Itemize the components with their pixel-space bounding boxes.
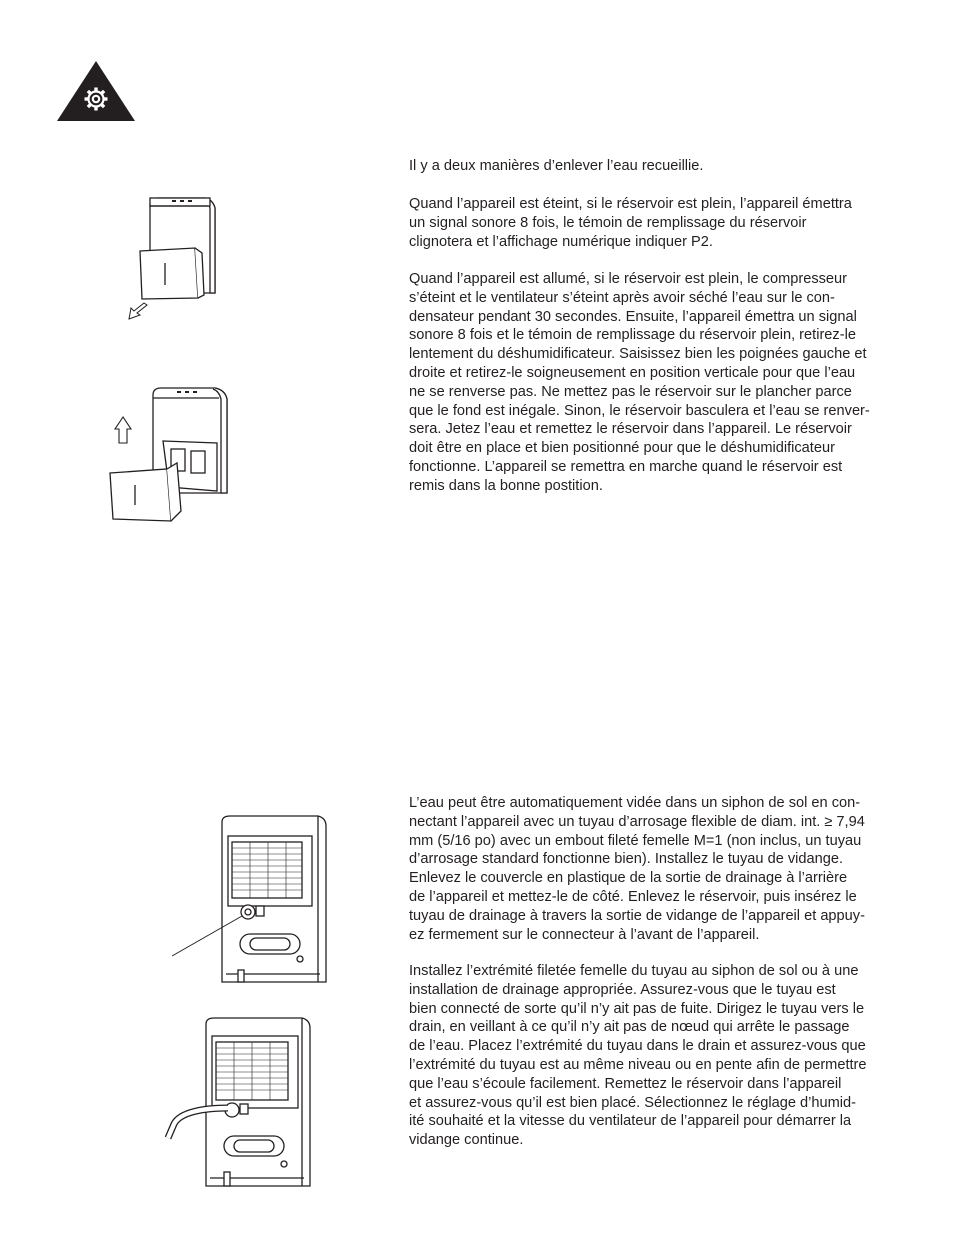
pull-arrow-icon: [129, 303, 147, 319]
hose-connected-illustration: [164, 1016, 324, 1194]
section2-hose-setup: L’eau peut être automatiquement vidée dans un siphon de sol en con- nectant l’appareil avec un tuyau d’arrosage flexible de diam. int. ≥ 7,94 mm (5/16 po) avec un embout fileté femelle M=1 (non inclus, un tuyau d’arrosage standard fonctionne bien). Installez le tuyau de vidange. Enlevez le couvercle en plastique de la sortie de drainage à l’arrière de l’appareil et mettez-le de côté. Enlevez le réservoir, puis insérez le tuyau de drainage à travers la sortie de vidange de l’appareil et appuy- ez fermement sur le connecteur à l’avant de l’appareil.: [409, 795, 865, 943]
section1-intro: Il y a deux manières d’enlever l’eau recueillie.: [409, 158, 704, 174]
tank-removal-illustration: [120, 193, 225, 323]
section2-drain-instructions: Installez l’extrémité filetée femelle du tuyau au siphon de sol ou à une installation de drainage appropriée. Assurez-vous que le tuyau est bien connecté de sorte qu’il n’y ait pas de fuite. Dirigez le tuyau vers le drain, en veillant à ce qu’il n’y ait pas de nœud qui arrête le passage de l’eau. Placez l’extrémité du tuyau dans le drain et assurez-vous que l’extrémité du tuyau est au même niveau ou en pente afin de permettre que l’eau s’écoule facilement. Remettez le réservoir dans l’appareil et assurez-vous qu’il est bien placé. Sélectionnez le réglage d’humid- ité souhaité et la vitesse du ventilateur de l’appareil pour démarrer la vidange continue.: [409, 963, 867, 1149]
drain-outlet-illustration: [170, 814, 330, 994]
section1-unit-off: Quand l’appareil est éteint, si le réservoir est plein, l’appareil émettra un signal sonore 8 fois, le témoin de remplissage du réservoir clignotera et l’affichage numérique indiquer P2.: [409, 196, 852, 250]
gear-warning-triangle-icon: [57, 61, 135, 121]
tank-lifted-illustration: [105, 383, 240, 525]
lift-arrow-icon: [115, 417, 131, 443]
section1-unit-on: Quand l’appareil est allumé, si le réservoir est plein, le compresseur s’éteint et le ventilateur s’éteint après avoir séché l’eau sur le con- densateur pendant 30 secondes. Ensuite, l’appareil émettra un signal sonore 8 fois et le témoin de remplissage du réservoir plein, retirez-le lentement du déshumidificateur. Saisissez bien les poignées gauche et droite et retirez-le soigneusement en position verticale pour que l’eau ne se renverse pas. Ne mettez pas le réservoir sur le plancher parce que le fond est inégale. Sinon, le réservoir basculera et l’eau se renver- sera. Jetez l’eau et remettez le réservoir dans l’appareil. Le réservoir doit être en place et bien positionné pour que le déshumidificateur fonctionne. L’appareil se remettra en marche quand le réservoir est remis dans la bonne postition.: [409, 271, 870, 494]
